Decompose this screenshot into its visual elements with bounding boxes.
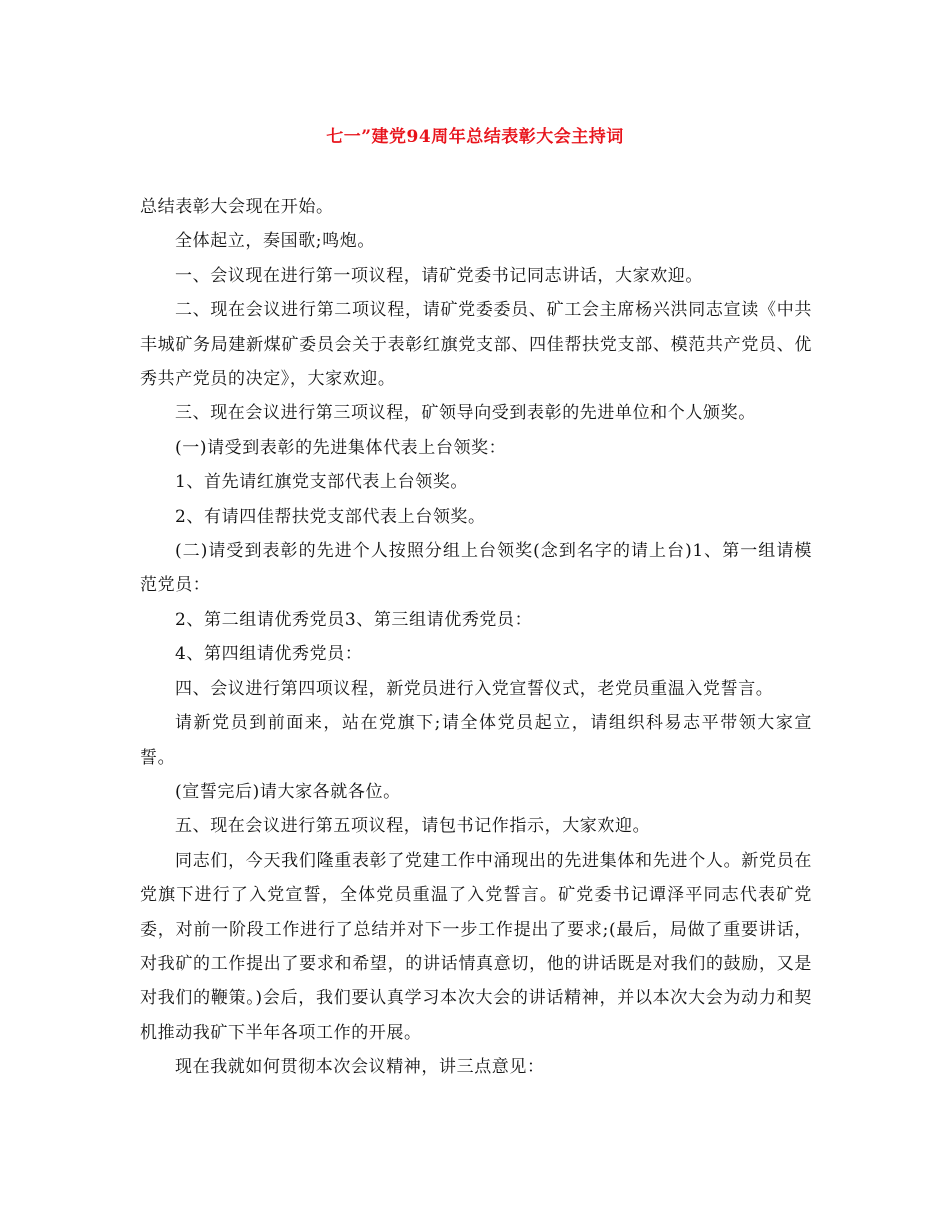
paragraph: 1、首先请红旗党支部代表上台领奖。: [175, 472, 469, 493]
paragraph: 一、会议现在进行第一项议程，请矿党委书记同志讲话，大家欢迎。: [175, 265, 703, 286]
paragraph: 全体起立，奏国歌;鸣炮。: [175, 231, 375, 252]
paragraph: 4、第四组请优秀党员：: [175, 644, 363, 665]
paragraph: 四、会议进行第四项议程，新党员进行入党宣誓仪式，老党员重温入党誓言。: [175, 678, 774, 699]
paragraph: (二)请受到表彰的先进个人按照分组上台领奖(念到名字的请上台)1、第一组请模范党员：: [140, 541, 812, 596]
paragraph: 五、现在会议进行第五项议程，请包书记作指示，大家欢迎。: [175, 816, 651, 837]
paragraph: (宣誓完后)请大家各就各位。: [175, 781, 401, 802]
paragraph: 三、现在会议进行第三项议程，矿领导向受到表彰的先进单位和个人颁奖。: [175, 403, 756, 424]
paragraph: (一)请受到表彰的先进集体代表上台领奖：: [175, 437, 507, 458]
document-title: 七一”建党94周年总结表彰大会主持词: [326, 127, 624, 147]
paragraph: 2、有请四佳帮扶党支部代表上台领奖。: [175, 506, 486, 527]
paragraph: 请新党员到前面来，站在党旗下;请全体党员起立，请组织科易志平带领大家宣誓。: [140, 713, 812, 768]
paragraph: 总结表彰大会现在开始。: [140, 197, 334, 217]
paragraph: 二、现在会议进行第二项议程，请矿党委委员、矿工会主席杨兴洪同志宣读《中共丰城矿务局建新煤矿委员会关于表彰红旗党支部、四佳帮扶党支部、模范共产党员、优秀共产党员的决定》，大家欢迎。: [140, 300, 812, 390]
document-body: [140, 190, 812, 1085]
paragraph: 现在我就如何贯彻本次会议精神，讲三点意见：: [175, 1057, 545, 1078]
paragraph: 2、第二组请优秀党员3、第三组请优秀党员：: [175, 609, 533, 630]
paragraph: 同志们，今天我们隆重表彰了党建工作中涌现出的先进集体和先进个人。新党员在党旗下进行了入党宣誓，全体党员重温了入党誓言。矿党委书记谭泽平同志代表矿党委，对前一阶段工作进行了总结并对下一步工作提出了要求;(最后，局做了重要讲话，对我矿的工作提出了要求和希望，的讲话情真意切，他的讲话既是对我们的鼓励，又是对我们的鞭策。)会后，我们要认真学习本次大会的讲话精神，并以本次大会为动力和契机推动我矿下半年各项工作的开展。: [140, 850, 812, 1043]
